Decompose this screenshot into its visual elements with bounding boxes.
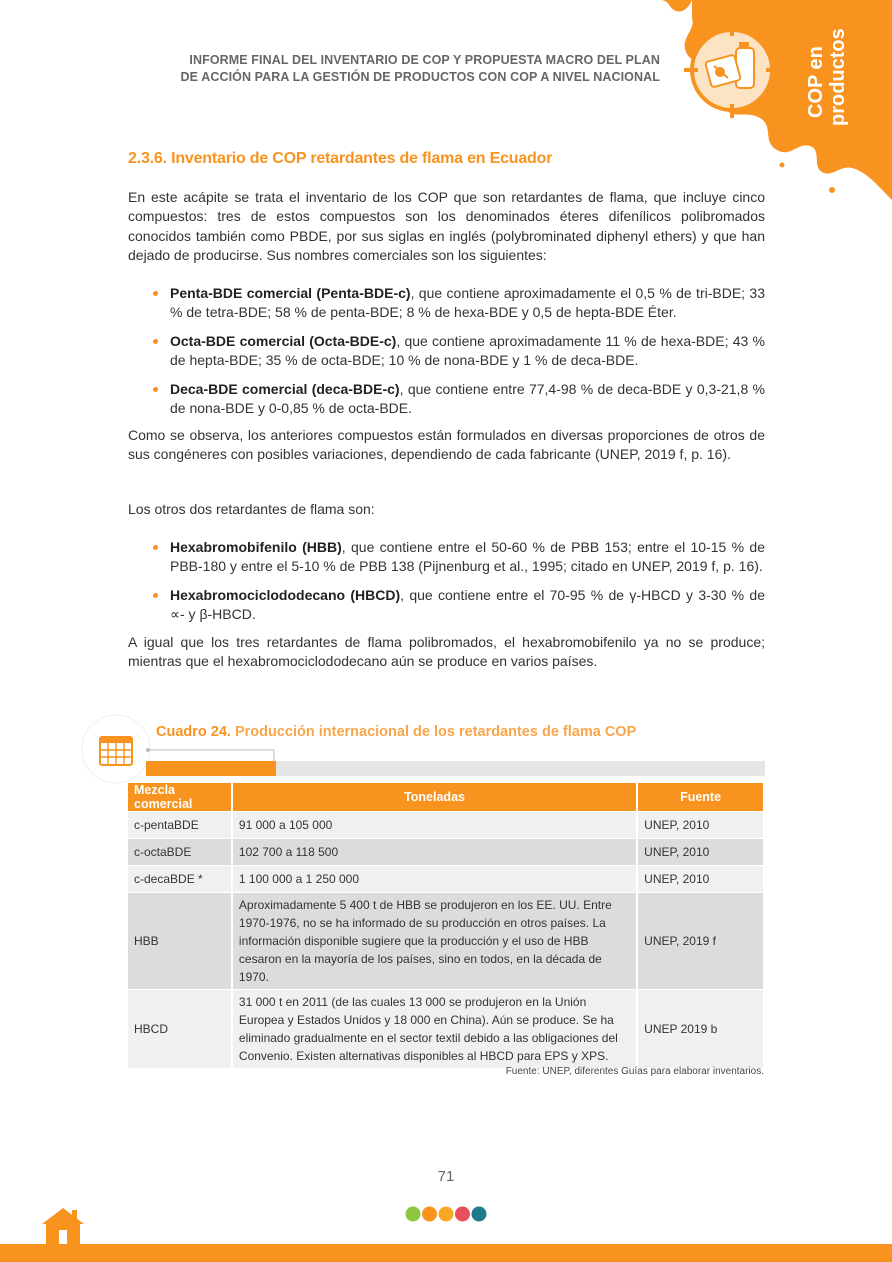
table-cell: 1 100 000 a 1 250 000	[232, 866, 637, 893]
table-cell: 91 000 a 105 000	[232, 812, 637, 839]
paragraph-proportions: Como se observa, los anteriores compuestos están formulados en diversas proporciones de otros de sus congéneres con posibles variaciones, dependiendo de cada fabricante (UNEP, 2019 f, p. 16).	[128, 427, 765, 463]
table-accent-bar-fill	[146, 761, 276, 776]
footer-color-dots	[405, 1206, 487, 1222]
table-cell: UNEP, 2019 f	[637, 893, 764, 990]
bullet-text: , que contiene entre el 50-60 % de PBB 153; entre el 10-15 % de PBB-180 y entre el 5-10 % de PBB 138 (Pijnenburg et al., 1995; citado en UNEP, 2019 f, p. 16).	[170, 539, 765, 575]
bullet-dot-icon	[153, 339, 158, 344]
table-cell: HBCD	[128, 990, 232, 1069]
table-row	[128, 839, 764, 866]
running-header-line-2: DE ACCIÓN PARA LA GESTIÓN DE PRODUCTOS CON COP A NIVEL NACIONAL	[180, 70, 660, 84]
bullet-term: Deca-BDE comercial (deca-BDE-c)	[170, 380, 400, 397]
bullet-text: , que contiene entre el 70-95 % de γ-HBCD y 3-30 % de ∝- y β-HBCD.	[170, 586, 765, 623]
home-icon[interactable]	[40, 1206, 86, 1244]
page-number: 71	[437, 1168, 455, 1185]
bullet-dot-icon	[153, 593, 158, 598]
column-header-source: Fuente	[637, 783, 764, 812]
bullet-term: Octa-BDE comercial (Octa-BDE-c)	[170, 332, 397, 349]
table-cell: UNEP, 2010	[637, 866, 764, 893]
bullet-text: , que contiene aproximadamente el 0,5 % de tri-BDE; 33 % de tetra-BDE; 58 % de penta-BDE; 8 % de hexa-BDE y 0,5 de hepta-BDE Éter.	[170, 285, 765, 321]
table-cell: Aproximadamente 5 400 t de HBB se produjeron en los EE. UU. Entre 1970-1976, no se ha informado de su producción en otros países. La información disponible sugiere que la producción y el uso de HBB cesaron en la mayoría de los países, sino en todos, en la década de 1970.	[232, 893, 637, 990]
table-cell: c-decaBDE *	[128, 866, 232, 893]
table-cell: UNEP 2019 b	[637, 990, 764, 1069]
cop-products-target-icon	[684, 22, 780, 118]
side-label-line-2: productos	[827, 28, 849, 126]
table-cell: UNEP, 2010	[637, 812, 764, 839]
table-caption-number: Cuadro 24.	[156, 724, 231, 740]
bullet-dot-icon	[153, 545, 158, 550]
bullet-text: , que contiene aproximadamente 11 % de hexa-BDE; 43 % de hepta-BDE; 35 % de octa-BDE; 10 % de nona-BDE y 1 % de deca-BDE.	[170, 332, 765, 369]
pbde-bullet-list	[150, 284, 765, 427]
table-caption-title: Producción internacional de los retardantes de flama COP	[230, 724, 637, 740]
intro-paragraph: En este acápite se trata el inventario de los COP que son retardantes de flama, que incluye cinco compuestos: tres de estos compuestos son los denominados éteres difenílicos polibromados conocidos también como PBDE, por sus siglas en inglés (polybrominated diphenyl ethers) y que han dejado de producirse. Sus nombres comerciales son los siguientes:	[128, 189, 765, 264]
bullet-term: Hexabromobifenilo (HBB)	[170, 539, 342, 555]
caption-connector	[146, 748, 276, 762]
section-title: 2.3.6. Inventario de COP retardantes de flama en Ecuador	[128, 150, 553, 167]
table-cell: c-octaBDE	[128, 839, 232, 866]
running-header	[140, 52, 660, 86]
list-item	[150, 586, 765, 625]
table-header-row	[128, 783, 764, 812]
column-header-tonnes: Toneladas	[232, 783, 637, 812]
list-item	[150, 380, 765, 419]
running-header-line-1: INFORME FINAL DEL INVENTARIO DE COP Y PROPUESTA MACRO DEL PLAN	[189, 53, 660, 67]
bottom-accent-bar	[0, 1244, 892, 1262]
footer-dot	[406, 1207, 421, 1222]
table-cell: 31 000 t en 2011 (de las cuales 13 000 se produjeron en la Unión Europea y Estados Unidos y 18 000 en China). Aún se produce. Se ha eliminado gradualmente en el sector textil debido a las obligaciones del Convenio. Existen alternativas disponibles al HBCD para EPS y XPS.	[232, 990, 637, 1069]
calendar-grid-icon	[80, 713, 152, 785]
table-accent-bar	[146, 761, 765, 776]
bullet-dot-icon	[153, 387, 158, 392]
paragraph-conclusion: A igual que los tres retardantes de flama polibromados, el hexabromobifenilo ya no se produce; mientras que el hexabromociclododecano aún se produce en varios países.	[128, 634, 765, 670]
side-section-label	[796, 18, 856, 138]
table-row	[128, 893, 764, 990]
production-table	[128, 783, 765, 1068]
other-bullet-list	[150, 538, 765, 634]
table-cell: 102 700 a 118 500	[232, 839, 637, 866]
table-cell: c-pentaBDE	[128, 812, 232, 839]
footer-dot	[422, 1207, 437, 1222]
table-caption	[156, 724, 766, 740]
table-cell: HBB	[128, 893, 232, 990]
footer-dot	[439, 1207, 454, 1222]
table-row	[128, 866, 764, 893]
table-row	[128, 990, 764, 1069]
list-item	[150, 284, 765, 323]
footer-dot	[455, 1207, 470, 1222]
bullet-term: Hexabromociclododecano (HBCD)	[170, 586, 401, 603]
footer-dot	[472, 1207, 487, 1222]
table-row	[128, 812, 764, 839]
list-item	[150, 332, 765, 371]
paragraph-other-retardants: Los otros dos retardantes de flama son:	[128, 501, 375, 517]
table-cell: UNEP, 2010	[637, 839, 764, 866]
list-item	[150, 538, 765, 577]
bullet-dot-icon	[153, 291, 158, 296]
side-label-line-1: COP en	[805, 46, 827, 118]
bullet-term: Penta-BDE comercial (Penta-BDE-c)	[170, 285, 411, 301]
column-header-mixture: Mezcla comercial	[128, 783, 232, 812]
bullet-text: , que contiene entre 77,4-98 % de deca-BDE y 0,3-21,8 % de nona-BDE y 0-0,85 % de octa-BDE.	[170, 380, 765, 417]
table-source-note: Fuente: UNEP, diferentes Guías para elaborar inventarios.	[505, 1066, 764, 1077]
